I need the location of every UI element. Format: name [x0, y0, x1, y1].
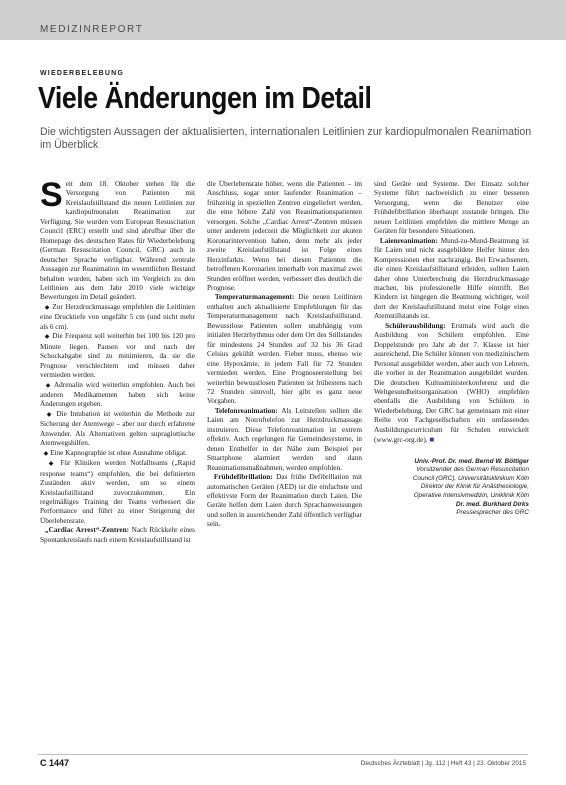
footer-rule: [38, 754, 528, 755]
subheading: Schülerausbildung:: [385, 321, 446, 330]
subheading: „Cardiac Arrest“-Zentren:: [45, 526, 130, 535]
bullet-item: ◆ Die Intubation ist weiterhin die Methode zur Sicherung der Atemwege – aber nur durch erfahrene Anwender. Als Alternativen gelten supraglottische Atemwegshilfen.: [40, 409, 195, 448]
author-name: Univ.-Prof. Dr. med. Bernd W. Böttiger: [414, 457, 529, 465]
author-affiliation: Pressesprecher des GRC: [456, 509, 529, 517]
article-headline: Viele Änderungen im Detail: [38, 80, 372, 115]
temperature-paragraph: Temperaturmanagement: Die neuen Leitlinien enthalten auch aktualisierte Empfehlungen für das Temperaturmanagement nach Kreislaufstillstand. Bewusstlose Patienten sollen unabhängig vom initialen Herzrhythmus oder dem Ort des Stillstandes für mindestens 24 Stunden auf 32 bis 36 Grad Celsius gekühlt werden. Fieber muss, ebenso wie eine Hypoxämie, in jedem Fall für 72 Stunden vermieden werden. Eine Prognoseerstellung bei weiterhin bewusstlosen Patienten ist frühestens nach 72 Stunden sinnvoll, hier gibt es ganz neue Vorgaben.: [207, 293, 362, 406]
bullet-diamond-icon: ◆: [48, 461, 56, 468]
end-of-article-icon: ■: [429, 435, 435, 445]
author-affiliation: Direktor der Klinik für Anästhesiologie,: [420, 483, 529, 491]
page-number: C 1447: [40, 758, 70, 768]
school-training-paragraph: Schülerausbildung: Erstmals wird auch die Ausbildung von Schülern empfohlen. Eine Doppelstunde pro Jahr ab der 7. Klasse ist hier ausreichend. Die Schüler können von medizinischem Personal ausgebildet werden, aber auch von Lehrern, die vorher in der Reanimation ausgebildet wurden. Die deutschen Kultusministerkonferenz und die Weltgesundheitsorganisation (WHO) empfehlen ebenfalls die Ausbildung von Schülern in Wiederbelebung. Der GRC hat gemeinsam mit einer Reihe von Fachgesellschaften ein umfassendes Ausbildungscurriculum für Schulen entwickelt (www.grc-org.de). ■: [374, 321, 529, 445]
journal-reference: Deutsches Ärzteblatt | Jg. 112 | Heft 43 | 23. Oktober 2015: [360, 760, 526, 767]
intro-text: eit dem 18. Oktober stehen für die Versorgung von Patienten mit Kreislaufstillstand die neuen Leitlinien zur kardiopulmonalen Reanimation zur Verfügung. Sie wurden vom European Resuscitation Council (ERC) erstellt und sind abrufbar über die Homepage des deutschen Rates für Wiederbelebung (German Resuscitation Council, GRC) auch in deutscher Sprache verfügbar. Während zentrale Aussagen zur Reanimation im wesentlichen Bestand behalten wurden, haben sich im Vergleich zu den Leitlinien aus dem Jahr 2010 viele wichtige Bewertungen im Detail geändert.: [40, 180, 195, 302]
article-kicker: WIEDERBELEBUNG: [40, 70, 125, 77]
dropcap: S: [40, 180, 63, 214]
subheading: Telefonreanimation:: [214, 406, 278, 415]
defibrillation-paragraph: Frühdefibrillation: Das frühe Defibrillation mit automatischen Geräten (AED) ist die einfachste und effektivste Form der Reanimation durch Laien. Die Geräte helfen dem Laien durch Sprachanweisungen und sollen in ausreichender Zahl öffentlich verfügbar sein.: [207, 473, 362, 529]
bullet-diamond-icon: ◆: [45, 382, 52, 389]
author-affiliation: Operative Intensivmedizin, Uniklinik Köln: [413, 492, 529, 500]
bullet-item: ◆ Zur Herzdruckmassage empfehlen die Leitlinien eine Drucktiefe von ungefähr 5 cm (und nicht mehr als 6 cm).: [40, 302, 195, 331]
author-name: Dr. med. Burkhard Dirks: [455, 500, 529, 508]
subheading: Laienreanimation:: [379, 236, 438, 245]
column-3: [374, 180, 529, 752]
paragraph: sind Geräte und Systeme. Der Einsatz solcher Systeme führt nachweislich zu einer besseren Versorgung, wenn die Benutzer eine Frühdefibrillation überhaupt zustande bringen. Die neuen Leitlinien empfehlen die mittlere Menge an Geräten für besondere Situationen.: [374, 180, 529, 236]
author-block: [374, 458, 529, 518]
lay-resuscitation-paragraph: Laienreanimation: Mund-zu-Mund-Beatmung ist für Laien und nicht ausgebildete Helfer hinter den Kompressionen eher nachrangig. Bei Erwachsenen, die einen Kreislaufstillstand erleiden, sollten Laien daher ohne Unterbrechung die Herzdruckmassage machen, bis professionelle Hilfe eintrifft. Bei Kindern ist hingegen die Beatmung wichtiger, weil dort der Kreislaufstillstand meist eine Folge eines Atemstillstands ist.: [374, 236, 529, 321]
bullet-diamond-icon: ◆: [44, 304, 50, 311]
bullet-diamond-icon: ◆: [46, 411, 53, 418]
column-1: [40, 180, 195, 752]
author-affiliation: Vorsitzender des German Resuscitation: [416, 466, 529, 474]
paragraph: die Überlebensrate höher, wenn die Patienten – im Anschluss, sogar unter laufender Reanimation – frühzeitig in speziellen Zentren eingeliefert werden, die eine höhere Zahl von Reanimationspatienten versorgen. Solche „Cardiac Arrest“-Zentren müssen unter anderem jederzeit die Möglichkeit zur akuten Koronarintervention haben, denn mehr als jeder zweite Kreislaufstillstand ist Folge eines Herzinfarkts. Wenn bei diesen Patienten die betroffenen Koronarien innerhalb von maximal zwei Stunden eröffnet werden, verbessert dies deutlich die Prognose.: [207, 180, 362, 292]
cardiac-arrest-paragraph: „Cardiac Arrest“-Zentren: Nach Rückkehr eines Spontankreislaufs nach einem Kreislaufstillstand ist: [40, 526, 195, 544]
intro-paragraph: [40, 180, 195, 303]
article-subheadline: Die wichtigsten Aussagen der aktualisierten, internationalen Leitlinien zur kardiopulmonalen Reanimation im Überblick: [40, 126, 532, 151]
bullet-diamond-icon: ◆: [44, 334, 50, 341]
article-body: [40, 180, 529, 752]
telephone-paragraph: Telefonreanimation: Als Leitstellen sollten die Laien am Notruftelefon zur Herzdruckmassage instruieren. Diese Telefonreanimation ist extrem effektiv. Auch regelungen für Gemeindesysteme, in denen Ersthelfer in der Nähe zum Beispiel per Smartphone alarmiert werden und dann Reanimationsmaßnahmen, werden empfohlen.: [207, 406, 362, 472]
bullet-item: ◆ Für Kliniken werden Notfallteams („Rapid response teams“) empfohlen, die bei definierten Zuständen aktiv werden, um so einem Kreislaufstillstand zuvorzukommen. Ein regelmäßiges Training der Teams verbessert die Performance und führt zu einer Steigerung der Überlebensrate.: [40, 459, 195, 525]
bullet-item: ◆ Eine Kapnographie ist ohne Ausnahme obligat.: [43, 448, 187, 457]
bullet-item: ◆ Die Frequenz soll weiterhin bei 100 bis 120 pro Minute liegen. Pausen vor und nach der Schockabgabe sind zu minimieren, da sie die Prognose verschlechtern und müssen daher vermieden werden.: [40, 332, 195, 380]
bullet-diamond-icon: ◆: [43, 450, 49, 457]
author-affiliation: Council (GRC), Universitätsklinikum Köln: [412, 474, 529, 482]
subheading: Frühdefibrillation:: [213, 473, 273, 482]
subheading: Temperaturmanagement:: [214, 293, 295, 302]
bullet-item: ◆ Adrenalin wird weiterhin empfohlen. Auch bei anderen Medikamenten haben sich keine Änderungen ergeben.: [40, 380, 195, 409]
column-2: [207, 180, 362, 752]
section-label: MEDIZINREPORT: [40, 24, 144, 35]
